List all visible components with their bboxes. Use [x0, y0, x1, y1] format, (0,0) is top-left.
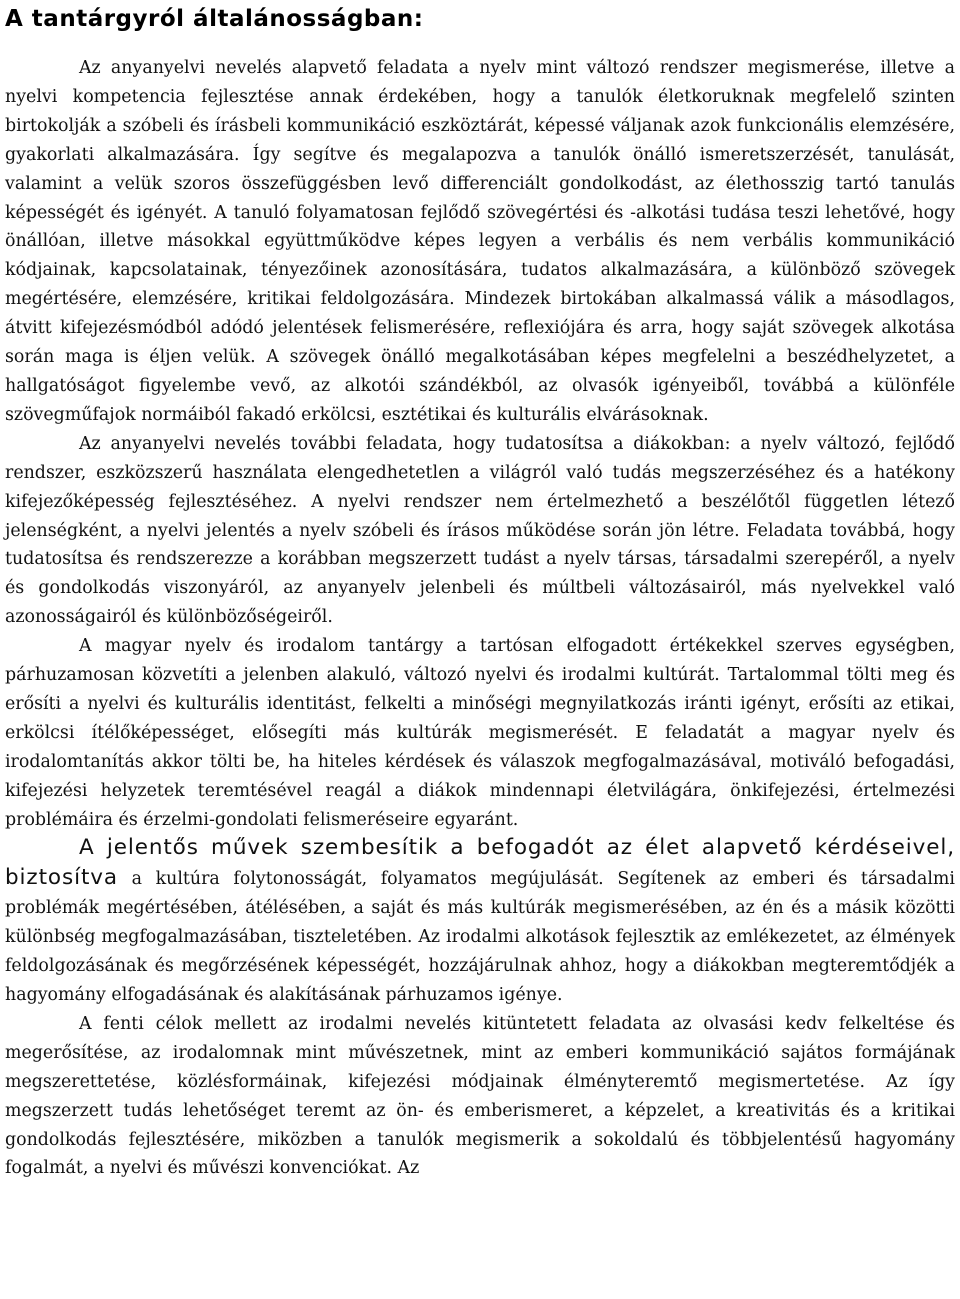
paragraph-4: [5, 834, 955, 1009]
paragraph-4-rest: a kultúra folytonosságát, folyamatos megújulását. Segítenek az emberi és társadalmi problémák megértésében, átélésében, a saját és más kultúrák megismerésében, az én és a másik közötti különbség megfogalmazásában, tiszteletében. Az irodalmi alkotások fejlesztik az emlékezetet, az élmények feldolgozásának és megőrzésének képességét, hozzájárulnak ahhoz, hogy a diákokban megteremtődjék a hagyomány elfogadásának és alakításának párhuzamos igénye.: [5, 869, 955, 1005]
paragraph-4-lead: A jelentős művek szembesítik a befogadót az élet alapvető kérdéseivel, biztosítva: [5, 835, 955, 891]
section-heading: A tantárgyról általánosságban:: [5, 6, 424, 32]
paragraph-1: Az anyanyelvi nevelés alapvető feladata a nyelv mint változó rendszer megismerése, illetve a nyelvi kompetencia fejlesztése annak érdekében, hogy a tanulók életkoruknak megfelelő szinten birtokolják a szóbeli és írásbeli kommunikáció eszköztárát, képessé váljanak azok funkcionális elemzésére, gyakorlati alkalmazására. Így segítve és megalapozva a tanulók önálló ismeretszerzését, tanulását, valamint a velük szoros összefüggésben levő differenciált gondolkodást, az élethosszig tartó tanulás képességét és igényét. A tanuló folyamatosan fejlődő szövegértési és -alkotási tudása teszi lehetővé, hogy önállóan, illetve másokkal együttműködve képes legyen a verbális és nem verbális kommunikáció kódjainak, kapcsolatainak, tényezőinek azonosítására, tudatos alkalmazására, a különböző szövegek megértésére, elemzésére, kritikai feldolgozására. Mindezek birtokában alkalmassá válik a másodlagos, átvitt kifejezésmódból adódó jelentések felismerésére, reflexiójára és arra, hogy saját szövegek alkotása során maga is éljen velük. A szövegek önálló megalkotásában képes megfelelni a beszédhelyzetet, a hallgatóságot figyelembe vevő, az alkotói szándékból, az olvasók igényeiből, továbbá a különféle szövegműfajok normáiból fakadó erkölcsi, esztétikai és kulturális elvárásoknak.: [5, 58, 955, 425]
paragraph-3: A magyar nyelv és irodalom tantárgy a tartósan elfogadott értékekkel szerves egységben, párhuzamosan közvetíti a jelenben alakuló, változó nyelvi és irodalmi kultúrát. Tartalommal tölti meg és erősíti a nyelvi és kulturális identitást, felkelti a minőségi megnyilatkozás iránti igényt, erősíti az etikai, erkölcsi ítélőképességet, elősegíti más kultúrák megismerését. E feladatát a magyar nyelv és irodalomtanítás akkor tölti be, ha hiteles kérdések és válaszok megfogalmazásával, motiváló befogadási, kifejezési helyzetek teremtésével reagál a diákok mindennapi életvilágára, önkifejezési, értelmezési problémáira és érzelmi-gondolati felismeréseire egyaránt.: [5, 636, 955, 830]
paragraph-2: Az anyanyelvi nevelés további feladata, hogy tudatosítsa a diákokban: a nyelv változó, fejlődő rendszer, eszközszerű használata elengedhetetlen a világról való tudás megszerzéséhez és a hatékony kifejezőképesség fejlesztéséhez. A nyelvi rendszer nem értelmezhető a beszélőtől független létező jelenségként, a nyelvi jelentés a nyelv szóbeli és írásos működése során jön létre. Feladata továbbá, hogy tudatosítsa és rendszerezze a korábban megszerzett tudást a nyelv társas, társadalmi szerepéről, a nyelv és gondolkodás viszonyáról, az anyanyelv jelenbeli és múltbeli változásairól, más nyelvekkel való azonosságairól és különbözőségeiről.: [5, 433, 955, 628]
body-text: [5, 54, 955, 1183]
document-page: [5, 0, 955, 1183]
paragraph-5: A fenti célok mellett az irodalmi nevelés kitüntetett feladata az olvasási kedv felkeltése és megerősítése, az irodalomnak mint művészetnek, mint az emberi kommunikáció sajátos formájának megszerettetése, közlésformáinak, kifejezési módjainak élményteremtő megismertetése. Az így megszerzett tudás lehetőséget teremt az ön- és emberismeret, a képzelet, a kreativitás és a kritikai gondolkodás fejlesztésére, miközben a tanulók megismerik a sokoldalú és többjelentésű hagyomány fogalmát, a nyelvi és művészi konvenciókat. Az: [5, 1013, 955, 1179]
